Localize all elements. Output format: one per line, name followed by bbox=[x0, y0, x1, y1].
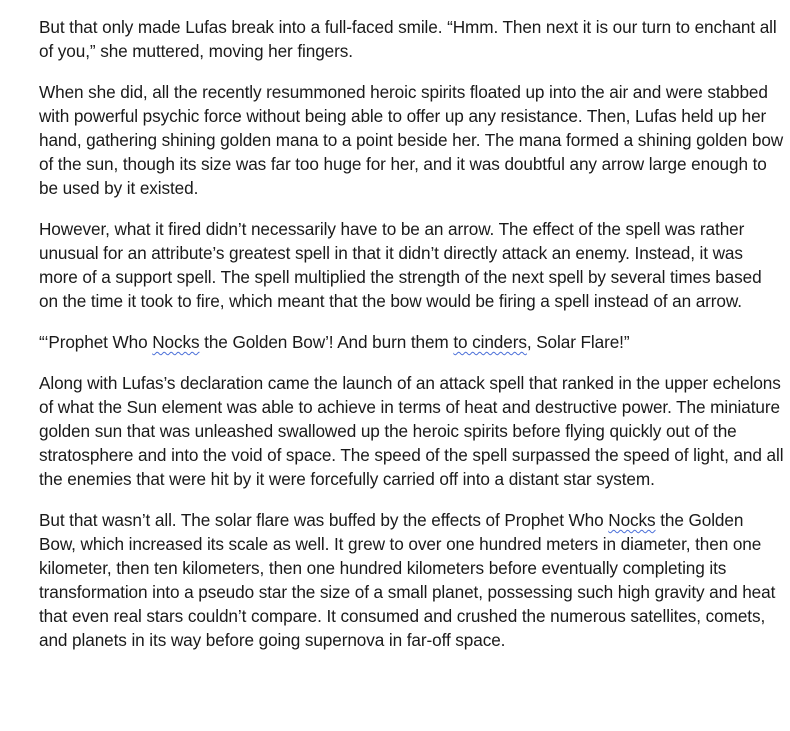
text-run: But that wasn’t all. The solar flare was buffed by the effects of Prophet Who bbox=[39, 510, 609, 530]
spellcheck-flagged-word[interactable]: to cinders bbox=[453, 332, 527, 352]
paragraph-6 bbox=[39, 508, 784, 652]
paragraph-1 bbox=[39, 15, 784, 63]
text-run: the Golden Bow’! And burn them bbox=[199, 332, 454, 352]
document-body bbox=[39, 15, 784, 669]
paragraph-2 bbox=[39, 80, 784, 200]
paragraph-5 bbox=[39, 371, 784, 491]
text-run: However, what it fired didn’t necessarily have to be an arrow. The effect of the spell was rather unusual for an attribute’s greatest spell in that it didn’t directly attack an enemy. Instead, it was more of a support spell. The spell multiplied the strength of the next spell by several times based on the time it took to fire, which meant that the bow would be firing a spell instead of an arrow. bbox=[39, 219, 762, 311]
spellcheck-flagged-word[interactable]: Nocks bbox=[608, 510, 656, 530]
paragraph-3 bbox=[39, 217, 784, 313]
spellcheck-flagged-word[interactable]: Nocks bbox=[152, 332, 200, 352]
text-run: But that only made Lufas break into a full-faced smile. “Hmm. Then next it is our turn to enchant all of you,” she muttered, moving her fingers. bbox=[39, 17, 777, 61]
paragraph-4 bbox=[39, 330, 784, 354]
text-run: When she did, all the recently resummoned heroic spirits floated up into the air and were stabbed with powerful psychic force without being able to offer up any resistance. Then, Lufas held up her hand, gathering shining golden mana to a point beside her. The mana formed a shining golden bow of the sun, though its size was far too huge for her, and it was doubtful any arrow large enough to be used by it existed. bbox=[39, 82, 784, 198]
text-run: , Solar Flare!” bbox=[526, 332, 630, 352]
text-run: “‘Prophet Who bbox=[39, 332, 153, 352]
text-run: Along with Lufas’s declaration came the launch of an attack spell that ranked in the upper echelons of what the Sun element was able to achieve in terms of heat and destructive power. The miniature golden sun that was unleashed swallowed up the heroic spirits before flying quickly out of the stratosphere and into the void of space. The speed of the spell surpassed the speed of light, and all the enemies that were hit by it were forcefully carried off into a distant star system. bbox=[39, 373, 784, 489]
text-run: the Golden Bow, which increased its scale as well. It grew to over one hundred meters in diameter, then one kilometer, then ten kilometers, then one hundred kilometers before eventually completing its transformation into a pseudo star the size of a small planet, possessing such high gravity and heat that even real stars couldn’t compare. It consumed and crushed the numerous satellites, comets, and planets in its way before going supernova in far-off space. bbox=[39, 510, 776, 650]
